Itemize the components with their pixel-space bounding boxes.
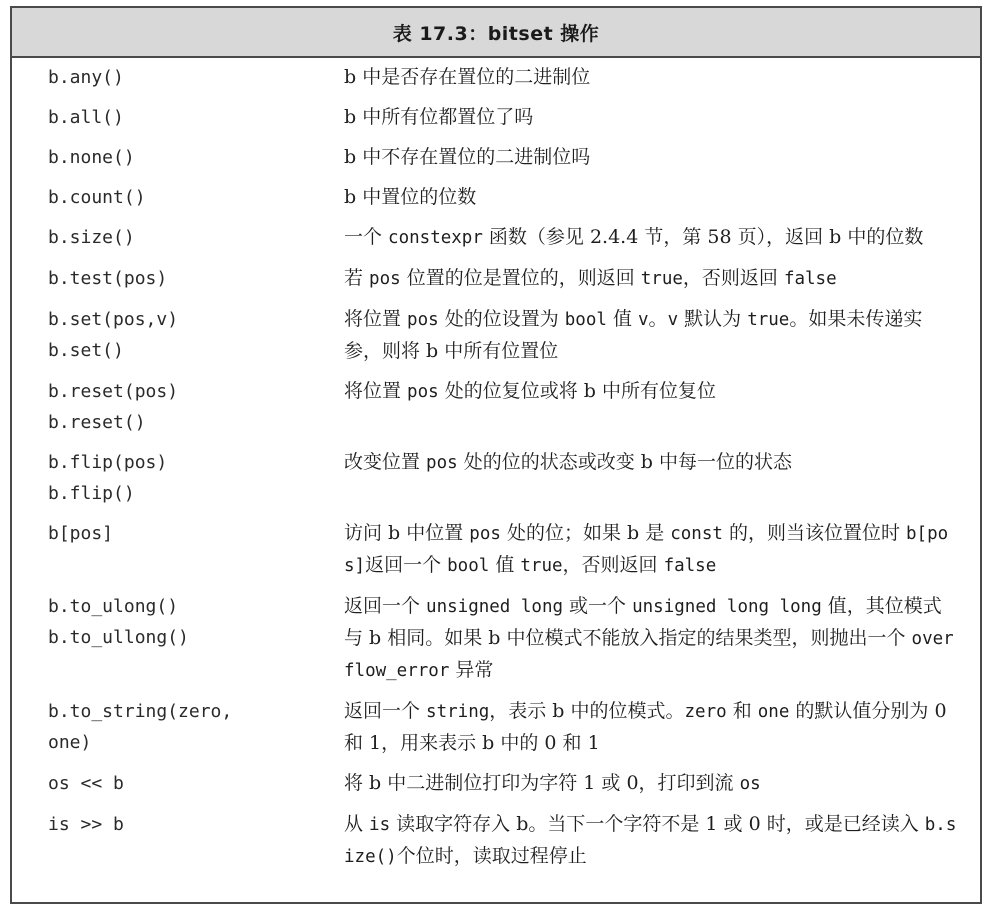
description-text: 个位时，读取过程停止 (396, 845, 587, 867)
code-term: v (638, 310, 649, 330)
operation-cell (12, 304, 344, 366)
operation-cell (12, 518, 344, 549)
table-title: 表 17.3：bitset 操作 (12, 8, 980, 58)
description-text: 或一个 (563, 595, 633, 617)
operation-line: b.all() (48, 107, 124, 128)
description-text: 读取字符存入 b。当下一个字符不是 1 或 0 时，或是已经读入 (390, 813, 925, 835)
description-cell (344, 142, 959, 173)
code-term: pos (407, 310, 439, 330)
description-cell (344, 62, 959, 93)
description-text: 默认为 (678, 308, 748, 330)
code-term: true (747, 310, 790, 330)
description-text: 处的位设置为 (438, 308, 565, 330)
code-term: const (670, 524, 723, 544)
operation-line: b.none() (48, 147, 135, 168)
operation-line: b.to_string(zero, (48, 701, 233, 722)
description-text: 将位置 (344, 308, 408, 330)
code-term: pos (407, 382, 439, 402)
operation-line: os << b (48, 773, 124, 794)
description-cell (344, 768, 959, 800)
operation-line: b.set(pos,v) (48, 309, 179, 330)
operation-cell (12, 182, 344, 213)
operation-line: b.reset() (48, 412, 146, 433)
code-term: b[pos] (344, 524, 949, 576)
operation-line: one) (48, 732, 92, 753)
code-term: true (520, 556, 563, 576)
description-text: b 中是否存在置位的二进制位 (344, 66, 591, 88)
description-text: 的，则当该位置位时 (722, 522, 907, 544)
operation-cell (12, 809, 344, 840)
code-term: os (739, 774, 761, 794)
description-text: 异常 (449, 659, 494, 681)
description-text: ，否则返回 (562, 554, 664, 576)
description-text: 。 (648, 308, 668, 330)
description-text: 将位置 (344, 380, 408, 402)
code-term: is (369, 815, 391, 835)
description-text: 返回一个 (344, 595, 427, 617)
description-text: 值，其位模式与 b 相同。如果 b 中位模式不能放入指定的结果类型，则抛出一个 (344, 595, 942, 649)
description-cell (344, 263, 959, 295)
description-text: b 中所有位都置位了吗 (344, 106, 534, 128)
description-text: ，否则返回 (682, 267, 784, 289)
code-term: bool (447, 556, 490, 576)
table-row (12, 376, 980, 447)
operation-line: b.set() (48, 340, 124, 361)
code-term: v (667, 310, 679, 330)
table-row (12, 304, 980, 376)
code-term: pos (469, 524, 501, 544)
description-text: ，表示 b 中的位模式。 (489, 700, 685, 722)
operation-cell (12, 696, 344, 758)
description-text: 返回一个 (365, 554, 448, 576)
description-cell (344, 182, 959, 213)
operation-cell (12, 222, 344, 253)
table-row (12, 591, 980, 696)
table-body (12, 58, 980, 882)
operation-line: b.to_ulong() (48, 596, 179, 617)
description-text: 返回一个 (344, 700, 427, 722)
description-text: b 中不存在置位的二进制位吗 (344, 146, 591, 168)
description-text: 处的位的状态或改变 b 中每一位的状态 (457, 451, 792, 473)
operation-cell (12, 263, 344, 294)
code-term: unsigned long long (632, 597, 822, 617)
description-text: 值 (606, 308, 638, 330)
operation-line: is >> b (48, 814, 124, 835)
description-cell (344, 376, 959, 408)
table-row (12, 62, 980, 102)
code-term: bool (564, 310, 607, 330)
table-row (12, 222, 980, 263)
code-term: constexpr (388, 228, 483, 248)
operation-line: b.flip(pos) (48, 452, 168, 473)
code-term: pos (369, 269, 401, 289)
operation-cell (12, 376, 344, 438)
operation-cell (12, 768, 344, 799)
table-row (12, 447, 980, 518)
description-text: 将 b 中二进制位打印为字符 1 或 0，打印到流 (344, 772, 740, 794)
operation-line: b.count() (48, 187, 146, 208)
description-cell (344, 102, 959, 133)
description-cell (344, 591, 959, 687)
code-term: b.size() (344, 815, 957, 867)
description-cell (344, 518, 959, 582)
description-text: 若 (344, 267, 370, 289)
description-cell (344, 304, 959, 367)
table-row (12, 102, 980, 142)
operation-line: b.reset(pos) (48, 381, 179, 402)
operation-line: b.flip() (48, 483, 135, 504)
code-term: true (640, 269, 683, 289)
operation-cell (12, 102, 344, 133)
code-term: one (757, 702, 790, 722)
bitset-operations-table (10, 6, 982, 904)
operation-line: b.any() (48, 67, 124, 88)
description-text: 一个 (344, 226, 389, 248)
description-cell (344, 696, 959, 759)
description-text: 改变位置 (344, 451, 427, 473)
description-cell (344, 447, 959, 479)
operation-line: b.size() (48, 227, 135, 248)
description-text: 。如果未传递实参，则将 b 中所有位置位 (344, 308, 923, 362)
table-row (12, 696, 980, 768)
table-row (12, 809, 980, 882)
operation-cell (12, 591, 344, 653)
operation-cell (12, 142, 344, 173)
table-row (12, 142, 980, 182)
table-row (12, 263, 980, 304)
table-row (12, 518, 980, 591)
description-text: 值 (489, 554, 521, 576)
code-term: pos (426, 453, 458, 473)
operation-cell (12, 447, 344, 509)
code-term: false (783, 269, 837, 289)
operation-line: b.test(pos) (48, 268, 168, 289)
description-text: 函数（参见 2.4.4 节，第 58 页），返回 b 中的位数 (482, 226, 924, 248)
description-text: 的默认值分别为 0 和 1，用来表示 b 中的 0 和 1 (344, 700, 947, 754)
description-text: 和 (726, 700, 758, 722)
description-text: 从 (344, 813, 370, 835)
table-row (12, 768, 980, 809)
code-term: string (426, 702, 490, 722)
description-cell (344, 222, 959, 254)
code-term: overflow_error (344, 629, 954, 681)
code-term: unsigned long (426, 597, 564, 617)
description-text: 访问 b 中位置 (344, 522, 470, 544)
description-text: 处的位复位或将 b 中所有位复位 (438, 380, 716, 402)
table-row (12, 182, 980, 222)
operation-cell (12, 62, 344, 93)
operation-line: b[pos] (48, 523, 114, 544)
description-text: b 中置位的位数 (344, 186, 477, 208)
code-term: false (663, 556, 717, 576)
description-text: 位置的位是置位的，则返回 (400, 267, 641, 289)
description-text: 处的位；如果 b 是 (500, 522, 671, 544)
code-term: zero (684, 702, 727, 722)
description-cell (344, 809, 959, 873)
operation-line: b.to_ullong() (48, 627, 189, 648)
